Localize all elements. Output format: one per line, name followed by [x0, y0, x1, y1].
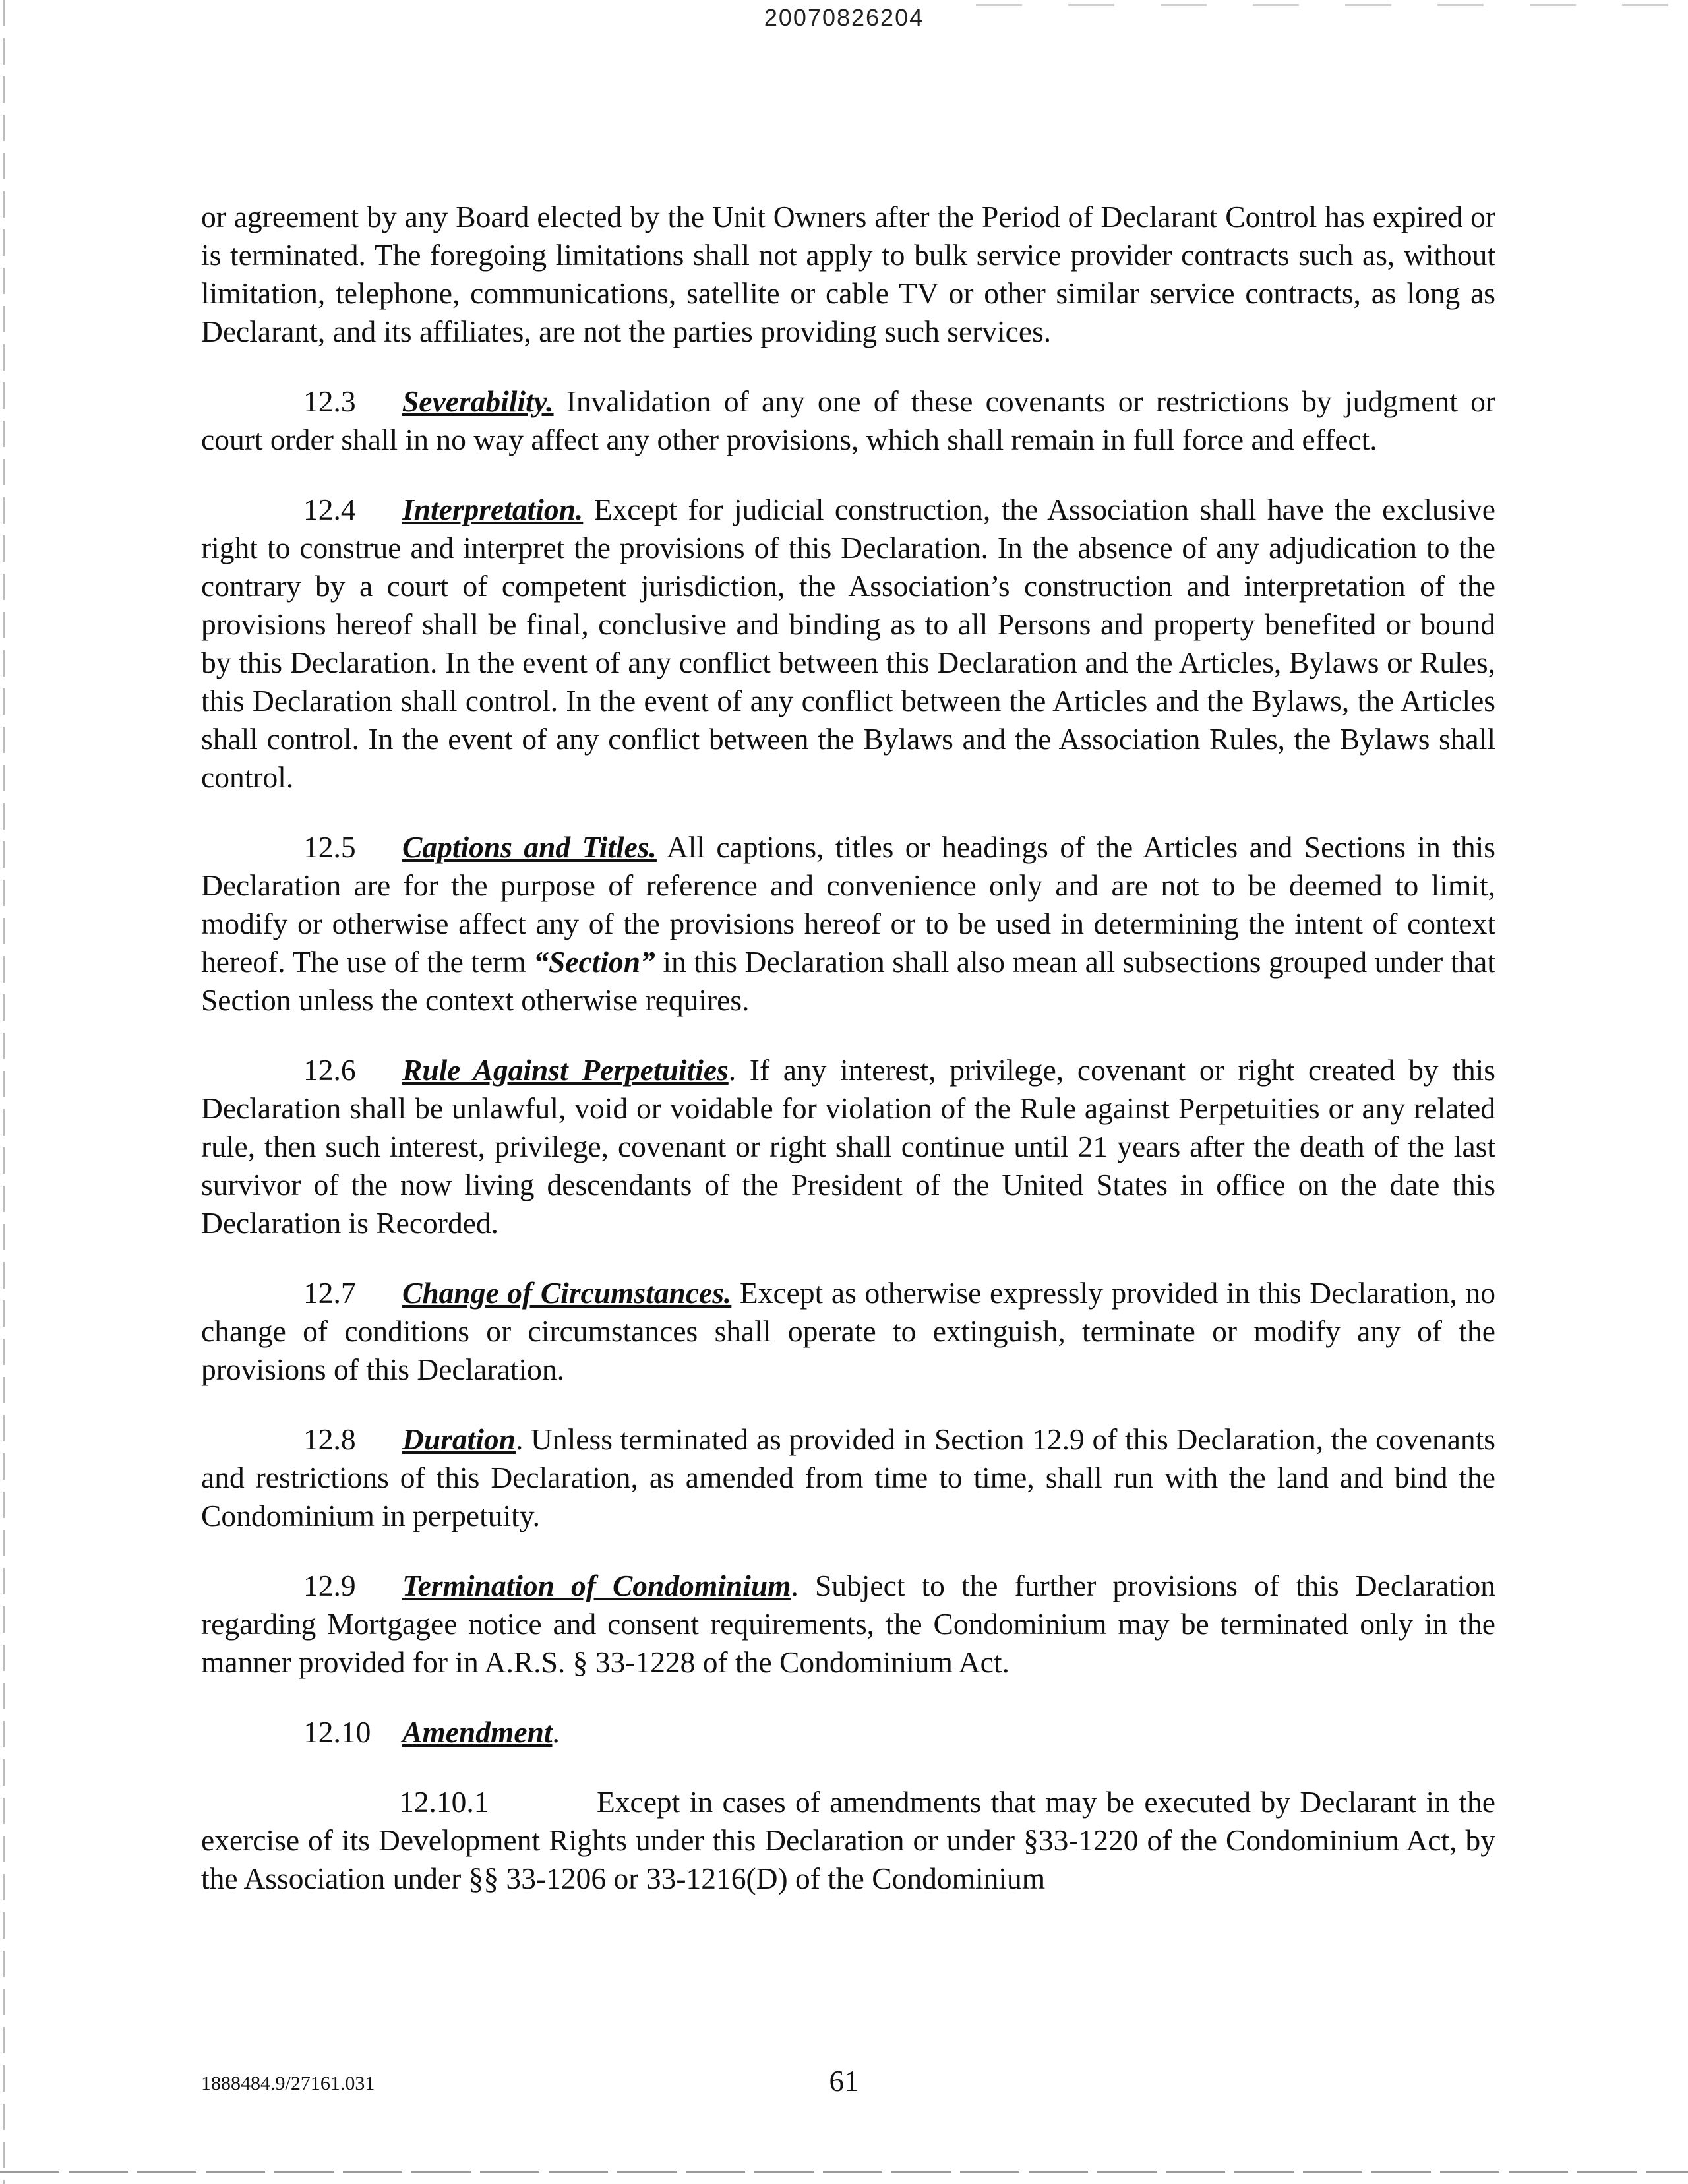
section-text: Except for judicial construction, the Association shall have the exclusive right to construe and interpret the provisions of this Declaration. In the absence of any adjudication to the contrary by a court of competent jurisdiction, the Association’s construction and interpretation of the provisions hereof shall be final, conclusive and binding as to all Persons and property benefited or bound by this Declaration. In the event of any conflict between this Declaration and the Articles, Bylaws or Rules, this Declaration shall control. In the event of any conflict between the Articles and the Bylaws, the Articles shall control. In the event of any conflict between the Bylaws and the Association Rules, the Bylaws shall control. — [201, 493, 1495, 794]
section-number: 12.3 — [303, 384, 356, 418]
section-number: 12.6 — [303, 1053, 356, 1087]
section-heading: Severability. — [402, 384, 554, 418]
document-body — [201, 198, 1495, 1929]
scan-bottom-edge — [0, 2171, 1688, 2173]
section-heading: Amendment — [402, 1715, 553, 1749]
section-number: 12.5 — [303, 830, 356, 864]
section-heading: Duration — [402, 1422, 516, 1456]
section-heading: Change of Circumstances. — [402, 1276, 732, 1310]
section-12-10-1 — [201, 1783, 1495, 1898]
subsection-text: Except in cases of amendments that may be executed by Declarant in the exercise of its Development Rights under this Declaration or under §33-1220 of the Condominium Act, by the Association under §§ 33-1206 or 33-1216(D) of the Condominium — [201, 1785, 1495, 1895]
section-heading: Interpretation. — [402, 493, 584, 526]
section-number: 12.4 — [303, 493, 356, 526]
section-text: . Unless terminated as provided in Section 12.9 of this Declaration, the covenants and restrictions of this Declaration, as amended from time to time, shall run with the land and bind the Condominium in perpetuity. — [201, 1422, 1495, 1532]
section-text: All captions, titles or headings of the Articles and Sections in this Declaration are for the purpose of reference and convenience only and are not to be deemed to limit, modify or otherwise affect any of the provisions hereof or to be used in determining the intent of context hereof. The use of the term — [201, 830, 1495, 979]
section-heading: Captions and Titles. — [402, 830, 657, 864]
section-12-7 — [201, 1274, 1495, 1389]
scan-left-edge — [3, 0, 5, 2184]
section-number: 12.10 — [303, 1715, 371, 1749]
section-heading: Rule Against Perpetuities — [402, 1053, 729, 1087]
section-12-8 — [201, 1420, 1495, 1535]
document-code: 1888484.9/27161.031 — [201, 2073, 375, 2094]
section-12-10 — [201, 1713, 1495, 1751]
section-text: . Subject to the further provisions of this Declaration regarding Mortgagee notice and consent requirements, the Condominium may be terminated only in the manner provided for in A.R.S. § 33-1228 of the Condominium Act. — [201, 1569, 1495, 1679]
subsection-number: 12.10.1 — [399, 1785, 489, 1819]
section-heading: Termination of Condominium — [402, 1569, 791, 1602]
section-12-6 — [201, 1051, 1495, 1242]
recording-number-stamp: 20070826204 — [764, 4, 924, 31]
defined-term: “Section” — [533, 945, 655, 979]
page-number: 61 — [829, 2065, 859, 2098]
section-number: 12.7 — [303, 1276, 356, 1310]
paragraph-continuation: or agreement by any Board elected by the Unit Owners after the Period of Declarant Control has expired or is terminated. The foregoing limitations shall not apply to bulk service provider contracts such as, without limitation, telephone, communications, satellite or cable TV or other similar service contracts, as long as Declarant, and its affiliates, are not the parties providing such services. — [201, 200, 1495, 348]
section-12-3 — [201, 382, 1495, 459]
section-text: . If any interest, privilege, covenant or right created by this Declaration shall be unlawful, void or voidable for violation of the Rule against Perpetuities or any related rule, then such interest, privilege, covenant or right shall continue until 21 years after the death of the last survivor of the now living descendants of the President of the United States in office on the date this Declaration is Recorded. — [201, 1053, 1495, 1240]
section-text: in this Declaration shall also mean all subsections grouped under that Section unless the context otherwise requires. — [201, 945, 1495, 1017]
section-12-4 — [201, 491, 1495, 797]
section-text: . — [552, 1715, 560, 1749]
section-number: 12.8 — [303, 1422, 356, 1456]
section-12-5 — [201, 828, 1495, 1019]
section-text: Invalidation of any one of these covenants or restrictions by judgment or court order shall in no way affect any other provisions, which shall remain in full force and effect. — [201, 384, 1495, 456]
section-text: Except as otherwise expressly provided in this Declaration, no change of conditions or circumstances shall operate to extinguish, terminate or modify any of the provisions of this Declaration. — [201, 1276, 1495, 1386]
section-12-9 — [201, 1567, 1495, 1682]
section-number: 12.9 — [303, 1569, 356, 1602]
